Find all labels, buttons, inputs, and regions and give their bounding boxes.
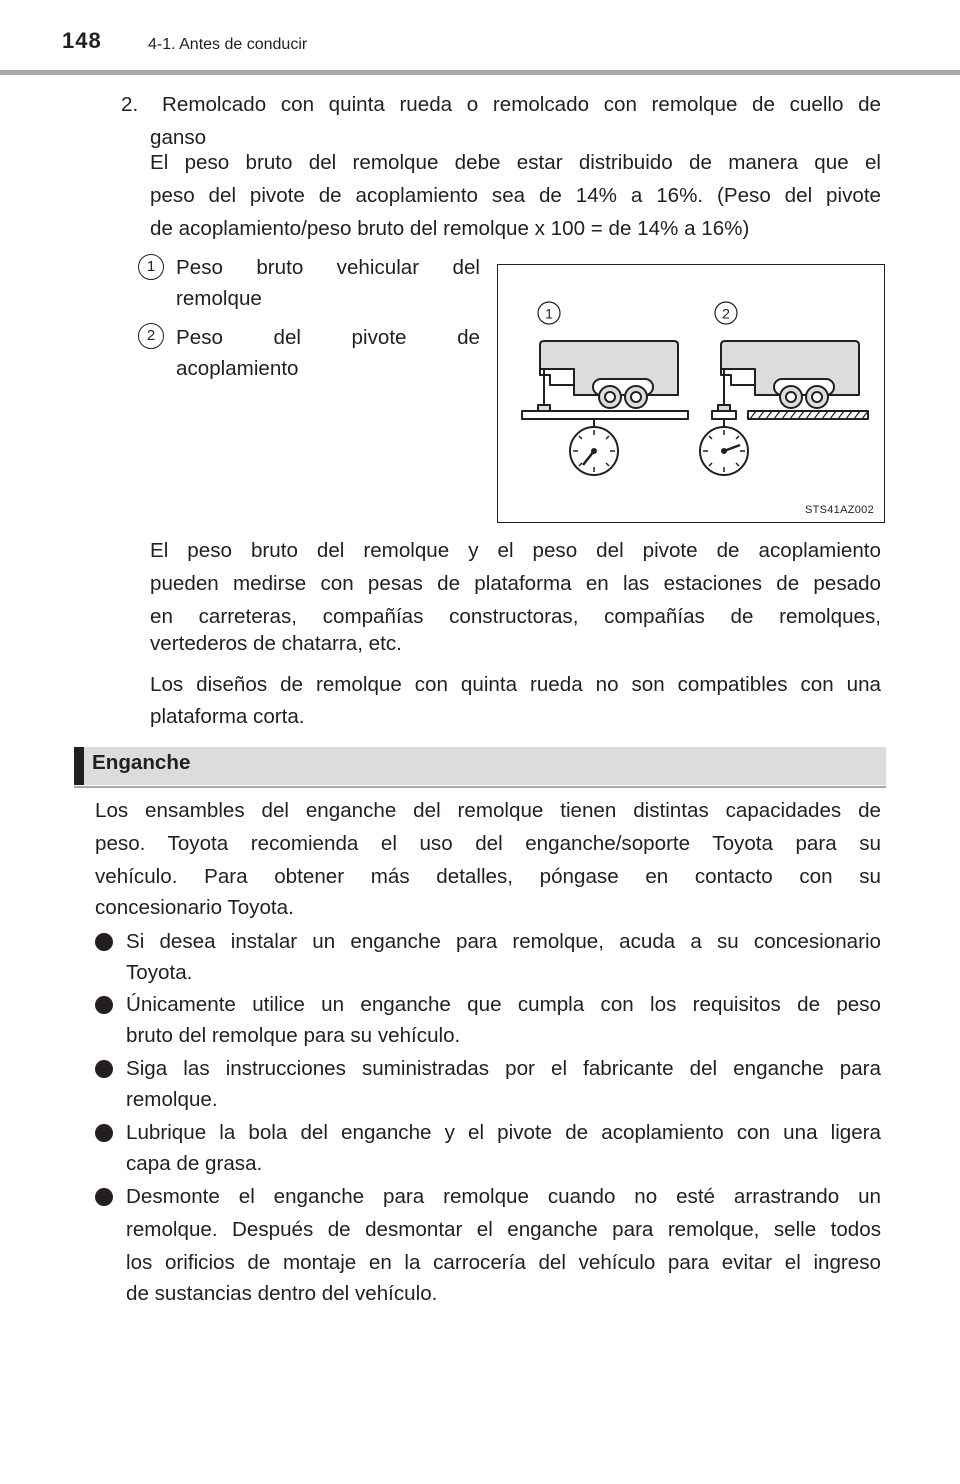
para-a-line-2: pueden medirse con pesas de plataforma en las estaciones de pesado bbox=[150, 572, 881, 595]
bullet-3-line-1: Siga las instrucciones suministradas por el fabricante del enganche para bbox=[126, 1057, 881, 1080]
item-desc-line-2: peso del pivote de acoplamiento sea de 14% a 16%. (Peso del pivote bbox=[150, 184, 881, 207]
trailer-weighing-figure bbox=[497, 264, 885, 523]
bullet-5-line-3: los orificios de montaje en la carrocería del vehículo para evitar el ingreso bbox=[126, 1251, 881, 1274]
para-a-line-3: en carreteras, compañías constructoras, compañías de remolques, bbox=[150, 605, 881, 628]
bullet-4-line-1: Lubrique la bola del enganche y el pivote de acoplamiento con una ligera bbox=[126, 1121, 881, 1144]
bullet-dot-4 bbox=[95, 1124, 113, 1142]
item-title-line-2: ganso bbox=[150, 126, 207, 149]
header-rule bbox=[0, 70, 960, 75]
bullet-1-line-1: Si desea instalar un enganche para remolque, acuda a su concesionario bbox=[126, 930, 881, 953]
para-a-line-4: vertederos de chatarra, etc. bbox=[150, 632, 402, 655]
figure-label-2: 2 bbox=[722, 305, 730, 322]
bullet-dot-2 bbox=[95, 996, 113, 1014]
bullet-dot-5 bbox=[95, 1188, 113, 1206]
legend-2-line-2: acoplamiento bbox=[176, 357, 299, 380]
section-label: 4-1. Antes de conducir bbox=[148, 36, 308, 53]
section-heading bbox=[74, 747, 886, 785]
bullet-3-line-2: remolque. bbox=[126, 1088, 218, 1111]
figure-label-1: 1 bbox=[545, 305, 553, 322]
bullet-5-line-2: remolque. Después de desmontar el enganche para remolque, selle todos bbox=[126, 1218, 881, 1241]
bullet-5-line-4: de sustancias dentro del vehículo. bbox=[126, 1282, 438, 1305]
page-header bbox=[0, 0, 960, 78]
intro-line-3: vehículo. Para obtener más detalles, póngase en contacto con su bbox=[95, 865, 881, 888]
item-title-line-1: Remolcado con quinta rueda o remolcado con remolque de cuello de bbox=[162, 93, 881, 116]
scale-gauge-1-icon bbox=[570, 427, 618, 475]
legend-2-line-1: Peso del pivote de bbox=[176, 326, 480, 349]
intro-line-1: Los ensambles del enganche del remolque tienen distintas capacidades de bbox=[95, 799, 881, 822]
bullet-4-line-2: capa de grasa. bbox=[126, 1152, 263, 1175]
trailer-2-icon bbox=[712, 341, 868, 429]
bullet-1-line-2: Toyota. bbox=[126, 961, 193, 984]
item-number: 2. bbox=[121, 93, 139, 116]
scale-gauge-2-icon bbox=[700, 427, 748, 475]
legend-1-line-1: Peso bruto vehicular del bbox=[176, 256, 480, 279]
figure-code: STS41AZ002 bbox=[804, 504, 874, 516]
trailer-diagram bbox=[498, 265, 884, 522]
para-b-line-2: plataforma corta. bbox=[150, 705, 305, 728]
intro-line-4: concesionario Toyota. bbox=[95, 896, 294, 919]
bullet-5-line-1: Desmonte el enganche para remolque cuando no esté arrastrando un bbox=[126, 1185, 881, 1208]
bullet-2-line-1: Únicamente utilice un enganche que cumpla con los requisitos de peso bbox=[126, 993, 881, 1016]
trailer-1-icon bbox=[522, 341, 688, 429]
legend-1-line-2: remolque bbox=[176, 287, 262, 310]
legend-marker-2: 2 bbox=[138, 323, 164, 349]
section-heading-rule bbox=[74, 786, 886, 788]
bullet-dot-1 bbox=[95, 933, 113, 951]
para-a-line-1: El peso bruto del remolque y el peso del pivote de acoplamiento bbox=[150, 539, 881, 562]
section-heading-title: Enganche bbox=[92, 751, 191, 774]
bullet-2-line-2: bruto del remolque para su vehículo. bbox=[126, 1024, 461, 1047]
item-desc-line-3: de acoplamiento/peso bruto del remolque x 100 = de 14% a 16%) bbox=[150, 217, 750, 240]
intro-line-2: peso. Toyota recomienda el uso del enganche/soporte Toyota para su bbox=[95, 832, 881, 855]
item-desc-line-1: El peso bruto del remolque debe estar distribuido de manera que el bbox=[150, 151, 881, 174]
section-heading-bar bbox=[74, 747, 84, 785]
para-b-line-1: Los diseños de remolque con quinta rueda no son compatibles con una bbox=[150, 673, 881, 696]
page-number: 148 bbox=[62, 28, 102, 53]
bullet-dot-3 bbox=[95, 1060, 113, 1078]
legend-marker-1: 1 bbox=[138, 254, 164, 280]
